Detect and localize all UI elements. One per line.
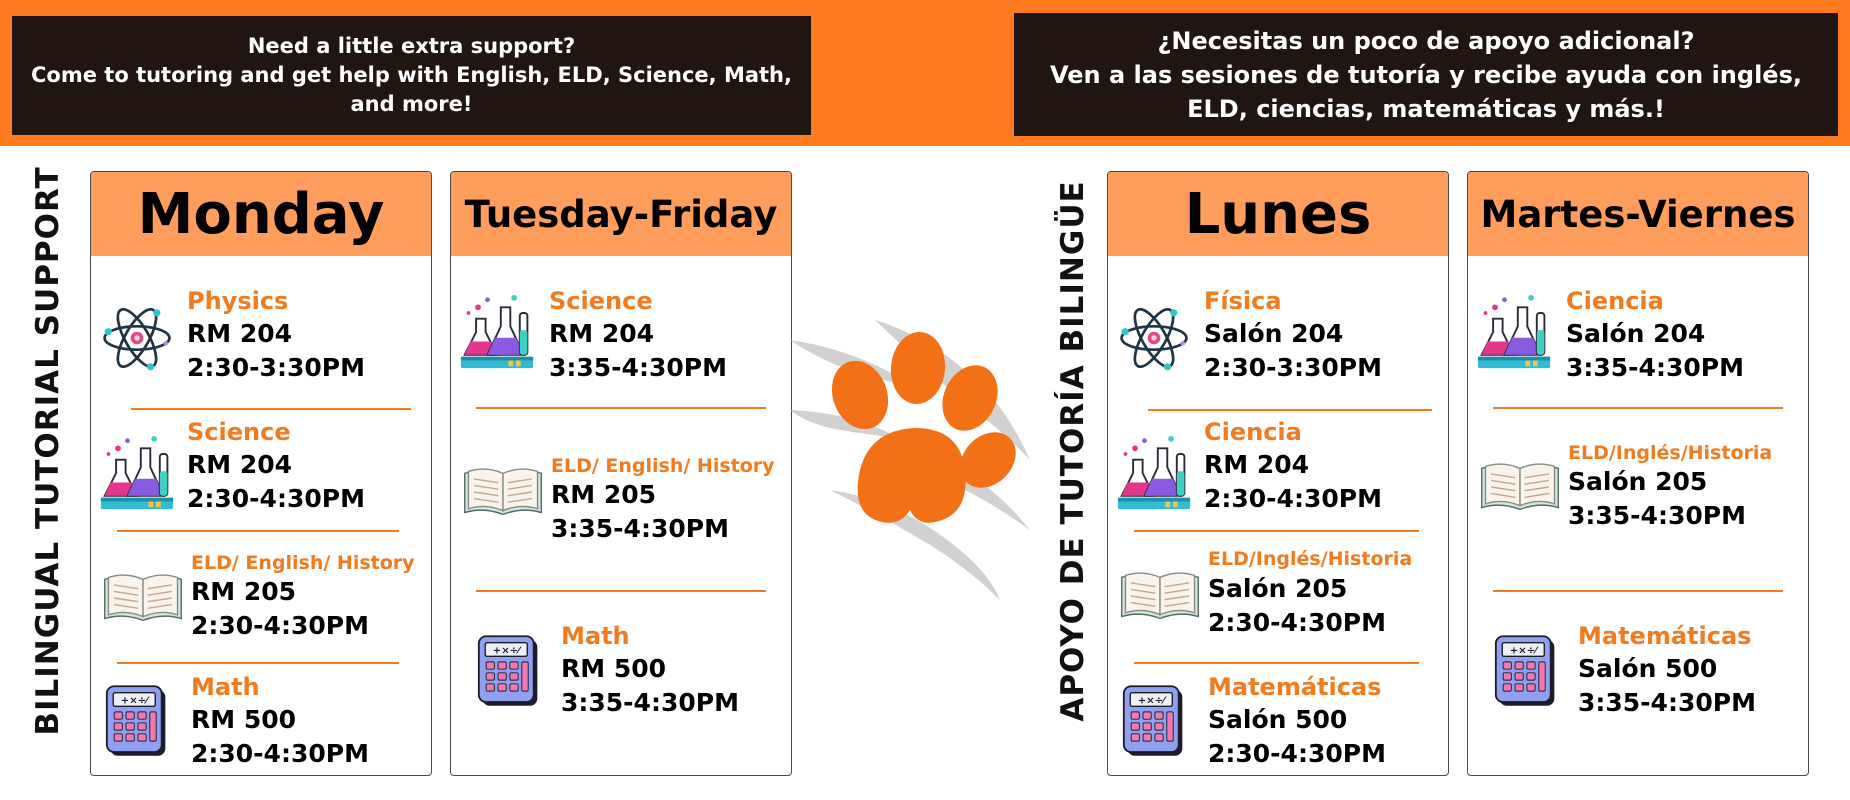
divider [1134,662,1419,664]
room-label: Salón 205 [1568,467,1708,496]
room-label: RM 205 [191,577,297,606]
schedule-entry [1108,282,1448,402]
divider [117,662,399,664]
room-label: Salón 500 [1208,705,1348,734]
subject-label: Física [1204,287,1282,315]
time-label: 3:35-4:30PM [1566,353,1744,382]
subject-label: Matemáticas [1578,622,1752,650]
subject-label: Math [191,673,260,701]
card-heading: Martes-Viernes [1468,172,1808,256]
time-label: 3:35-4:30PM [549,353,727,382]
schedule-entry [1108,415,1448,535]
atom-icon [101,302,173,374]
calculator-icon [1494,634,1558,708]
divider [131,408,411,410]
divider [476,590,766,592]
schedule-entry [91,282,431,402]
room-label: Salón 500 [1578,654,1718,683]
subject-label: ELD/Inglés/Historia [1208,548,1413,570]
tiger-paw-icon [790,300,1040,610]
chemistry-flasks-icon [1116,435,1192,511]
subject-label: ELD/Inglés/Historia [1568,442,1773,464]
subject-label: Ciencia [1204,418,1302,446]
schedule-card-lunes [1107,171,1449,776]
side-title-spanish: APOYO DE TUTORÍA BILINGÜE [1055,180,1091,722]
schedule-entry [91,670,431,776]
schedule-entry [1108,670,1448,776]
room-label: RM 204 [1204,450,1310,479]
time-label: 3:35-4:30PM [561,688,739,717]
open-book-icon [1116,568,1204,624]
subject-label: ELD/ English/ History [551,455,775,477]
side-title-english: BILINGUAL TUTORIAL SUPPORT [30,166,66,736]
schedule-card-martes-viernes [1467,171,1809,776]
divider [1134,530,1419,532]
schedule-entry [451,612,791,732]
schedule-entry [91,415,431,535]
banner-english-line1: Need a little extra support? [247,34,576,58]
time-label: 2:30-4:30PM [191,739,369,768]
subject-label: Science [187,418,291,446]
calculator-icon [477,634,541,708]
chemistry-flasks-icon [1476,294,1552,370]
card-heading: Monday [91,172,431,256]
card-heading: Tuesday-Friday [451,172,791,256]
time-label: 2:30-4:30PM [187,484,365,513]
subject-label: Matemáticas [1208,673,1382,701]
divider [1493,590,1783,592]
room-label: RM 204 [187,319,293,348]
subject-label: Math [561,622,630,650]
schedule-entry [1468,282,1808,402]
schedule-entry [451,282,791,402]
room-label: Salón 204 [1204,319,1344,348]
time-label: 2:30-4:30PM [1208,608,1386,637]
time-label: 3:35-4:30PM [1578,688,1756,717]
open-book-icon [99,570,187,626]
subject-label: ELD/ English/ History [191,552,415,574]
divider [117,530,399,532]
time-label: 3:35-4:30PM [1568,501,1746,530]
banner-spanish-line1: ¿Necesitas un poco de apoyo adicional? [1157,26,1695,55]
subject-label: Physics [187,287,289,315]
subject-label: Science [549,287,653,315]
divider [1148,409,1432,411]
open-book-icon [1476,459,1564,515]
room-label: RM 500 [561,654,667,683]
time-label: 2:30-4:30PM [191,611,369,640]
time-label: 3:35-4:30PM [551,514,729,543]
schedule-entry [1468,437,1808,557]
time-label: 2:30-3:30PM [187,353,365,382]
room-label: Salón 204 [1566,319,1706,348]
time-label: 2:30-3:30PM [1204,353,1382,382]
chemistry-flasks-icon [99,435,175,511]
time-label: 2:30-4:30PM [1208,739,1386,768]
chemistry-flasks-icon [459,294,535,370]
schedule-entry [451,442,791,562]
room-label: RM 205 [551,480,657,509]
schedule-card-monday [90,171,432,776]
schedule-card-tuesday-friday [450,171,792,776]
subject-label: Ciencia [1566,287,1664,315]
room-label: RM 500 [191,705,297,734]
banner-spanish-line2: Ven a las sesiones de tutoría y recibe ayuda con inglés, ELD, ciencias, matemáticas y más.! [1050,60,1802,123]
banner-english-line2: Come to tutoring and get help with English, ELD, Science, Math, and more! [31,63,792,116]
schedule-entry [1468,612,1808,732]
room-label: RM 204 [187,450,293,479]
room-label: Salón 205 [1208,574,1348,603]
calculator-icon [105,684,169,758]
banner-spanish [1014,13,1838,136]
divider [476,407,766,409]
open-book-icon [459,464,547,520]
divider [1493,407,1783,409]
schedule-entry [1108,540,1448,660]
room-label: RM 204 [549,319,655,348]
calculator-icon [1122,684,1186,758]
banner-english [12,16,811,135]
card-heading: Lunes [1108,172,1448,256]
atom-icon [1118,302,1190,374]
time-label: 2:30-4:30PM [1204,484,1382,513]
schedule-entry [91,542,431,662]
